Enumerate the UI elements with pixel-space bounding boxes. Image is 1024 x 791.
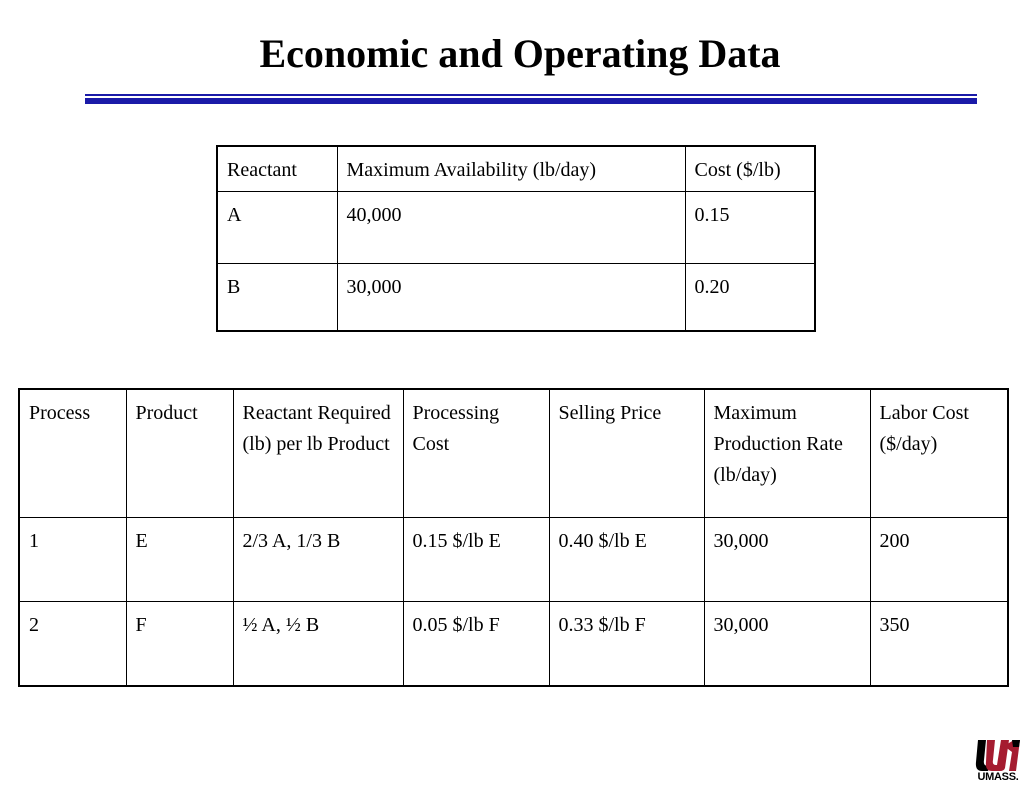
header-process: Process — [19, 389, 126, 518]
header-max-production-rate: Maximum Production Rate (lb/day) — [704, 389, 870, 518]
umass-logo — [974, 738, 1022, 784]
reactant-table — [216, 145, 816, 332]
process-table — [18, 388, 1009, 687]
table-row — [19, 518, 1008, 602]
cell-processing-cost: 0.15 $/lb E — [403, 518, 549, 602]
cell-max-production-rate: 30,000 — [704, 602, 870, 687]
table-row — [217, 192, 815, 264]
table-row — [19, 602, 1008, 687]
header-max-availability: Maximum Availability (lb/day) — [337, 146, 685, 192]
header-labor-cost: Labor Cost ($/day) — [870, 389, 1008, 518]
cell-labor-cost: 350 — [870, 602, 1008, 687]
cell-reactant: B — [217, 264, 337, 332]
cell-processing-cost: 0.05 $/lb F — [403, 602, 549, 687]
cell-selling-price: 0.33 $/lb F — [549, 602, 704, 687]
cell-max-availability: 30,000 — [337, 264, 685, 332]
cell-max-production-rate: 30,000 — [704, 518, 870, 602]
title-underline-thin — [85, 94, 977, 96]
cell-product: F — [126, 602, 233, 687]
title-underline — [85, 94, 977, 106]
cell-process: 1 — [19, 518, 126, 602]
cell-reactant-required: ½ A, ½ B — [233, 602, 403, 687]
cell-product: E — [126, 518, 233, 602]
header-reactant: Reactant — [217, 146, 337, 192]
table-row — [217, 264, 815, 332]
header-processing-cost: Processing Cost — [403, 389, 549, 518]
title-underline-thick — [85, 98, 977, 104]
header-cost: Cost ($/lb) — [685, 146, 815, 192]
cell-reactant: A — [217, 192, 337, 264]
cell-cost: 0.15 — [685, 192, 815, 264]
header-reactant-required: Reactant Required (lb) per lb Product — [233, 389, 403, 518]
logo-wordmark: UMASS. — [977, 771, 1019, 783]
cell-reactant-required: 2/3 A, 1/3 B — [233, 518, 403, 602]
cell-process: 2 — [19, 602, 126, 687]
cell-labor-cost: 200 — [870, 518, 1008, 602]
header-product: Product — [126, 389, 233, 518]
cell-cost: 0.20 — [685, 264, 815, 332]
slide-title: Economic and Operating Data — [259, 31, 781, 76]
cell-max-availability: 40,000 — [337, 192, 685, 264]
reactant-table-header-row — [217, 146, 815, 192]
umass-logo-icon — [974, 738, 1022, 772]
cell-selling-price: 0.40 $/lb E — [549, 518, 704, 602]
process-table-header-row — [19, 389, 1008, 518]
header-selling-price: Selling Price — [549, 389, 704, 518]
